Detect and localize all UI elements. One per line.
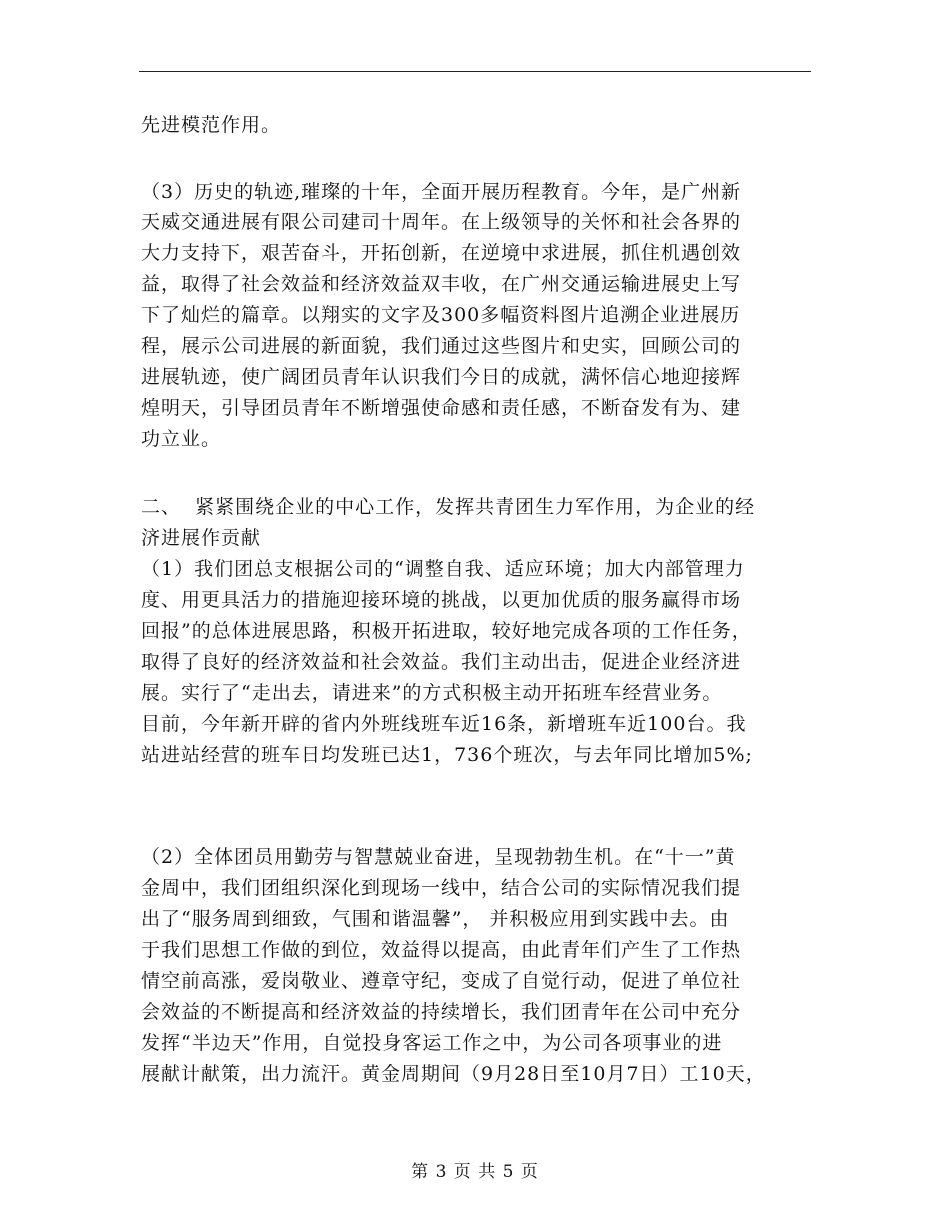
text-line: 站进站经营的班车日均发班已达1，736个班次，与去年同比增加5%; [141, 744, 753, 766]
text-line: 金周中，我们团组织深化到现场一线中，结合公司的实际情况我们提 [141, 877, 742, 899]
section-heading: 二、 紧紧围绕企业的中心工作，发挥共青团生力军作用，为企业的经 [141, 496, 756, 518]
text-line: 功立业。 [141, 428, 222, 450]
text-line: 益，取得了社会效益和经济效益双丰收，在广州交通运输进展史上写 [141, 273, 742, 295]
text-line: 天威交通进展有限公司建司十周年。在上级领导的关怀和社会各界的 [141, 211, 742, 233]
text-line: （3）历史的轨迹,璀璨的十年，全面开展历程教育。今年，是广州新 [141, 181, 742, 203]
text-line: 先进模范作用。 [141, 114, 282, 136]
text-line: 情空前高涨，爱岗敬业、遵章守纪，变成了自觉行动，促进了单位社 [141, 970, 742, 992]
text-line: 度、用更具活力的措施迎接环境的挑战，以更加优质的服务赢得市场 [141, 589, 742, 611]
text-line: 目前，今年新开辟的省内外班线班车近16条，新增班车近100台。我 [141, 713, 747, 735]
page-footer: 第 3 页 共 5 页 [411, 1162, 539, 1182]
text-line: 煌明天，引导团员青年不断增强使命感和责任感，不断奋发有为、建 [141, 397, 742, 419]
section-heading: 济进展作贡献 [141, 527, 262, 549]
text-line: （2）全体团员用勤劳与智慧兢业奋进，呈现勃勃生机。在“十一”黄 [141, 846, 736, 868]
text-line: 于我们思想工作做的到位，效益得以提高，由此青年们产生了工作热 [141, 939, 742, 961]
text-line: 程，展示公司进展的新面貌，我们通过这些图片和史实，回顾公司的 [141, 335, 742, 357]
header-rule [139, 71, 811, 72]
text-line: （1）我们团总支根据公司的“调整自我、适应环境；加大内部管理力 [141, 558, 745, 580]
text-line: 取得了良好的经济效益和社会效益。我们主动出击，促进企业经济进 [141, 651, 742, 673]
text-line: 下了灿烂的篇章。以翔实的文字及300多幅资料图片追溯企业进展历 [141, 304, 741, 326]
text-line: 展献计献策，出力流汗。黄金周期间（9月28日至10月7日）工10天， [141, 1063, 766, 1085]
text-line: 会效益的不断提高和经济效益的持续增长，我们团青年在公司中充分 [141, 1001, 742, 1023]
text-line: 大力支持下，艰苦奋斗，开拓创新，在逆境中求进展，抓住机遇创效 [141, 242, 742, 264]
text-line: 出了“服务周到细致，气围和谐温馨”， 并积极应用到实践中去。由 [141, 908, 730, 930]
text-line: 展。实行了“走出去，请进来”的方式积极主动开拓班车经营业务。 [141, 682, 723, 704]
text-line: 回报”的总体进展思路，积极开拓进取，较好地完成各项的工作任务， [141, 620, 752, 642]
text-line: 发挥“半边天”作用，自觉投身客运工作之中，为公司各项事业的进 [141, 1032, 723, 1054]
text-line: 进展轨迹，使广阔团员青年认识我们今日的成就，满怀信心地迎接辉 [141, 366, 742, 388]
